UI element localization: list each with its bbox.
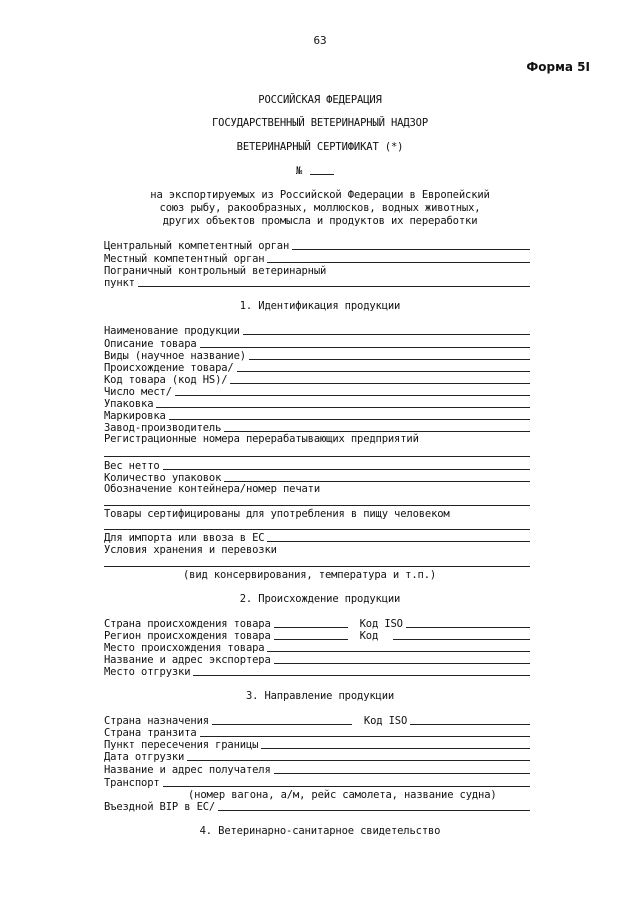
- border-post-field[interactable]: [138, 286, 530, 287]
- intro-line-3: других объектов промысла и продуктов их переработки: [162, 215, 478, 227]
- section1-title: 1. Идентификация продукции: [239, 300, 401, 312]
- hs-code-field[interactable]: [230, 383, 530, 384]
- heading-certificate: ВЕТЕРИНАРНЫЙ СЕРТИФИКАТ (*): [236, 141, 404, 153]
- transport-label: Транспорт: [104, 777, 160, 789]
- consignee-label: Название и адрес получателя: [104, 764, 271, 776]
- heading-country: РОССИЙСКАЯ ФЕДЕРАЦИЯ: [258, 94, 382, 106]
- origin-country-field[interactable]: [274, 627, 348, 628]
- product-name-label: Наименование продукции: [104, 325, 240, 337]
- central-authority-label: Центральный компетентный орган: [104, 240, 290, 252]
- container-field[interactable]: [104, 505, 530, 506]
- central-authority-row: [104, 239, 530, 252]
- import-label: Для импорта или ввоза в ЕС: [104, 532, 265, 544]
- entry-bip-label: Въездной BIP в ЕС/: [104, 801, 216, 813]
- storage-field[interactable]: [104, 566, 530, 567]
- destination-field[interactable]: [212, 724, 352, 725]
- loading-place-row: [104, 665, 530, 678]
- border-crossing-label: Пункт пересечения границы: [104, 739, 259, 751]
- description-field[interactable]: [200, 347, 530, 348]
- local-authority-field[interactable]: [267, 262, 530, 263]
- plant-field[interactable]: [224, 431, 530, 432]
- species-label: Виды (научное название): [104, 350, 246, 362]
- product-name-field[interactable]: [243, 334, 530, 335]
- certified-field[interactable]: [104, 529, 530, 530]
- net-weight-label: Вес нетто: [104, 460, 160, 472]
- packages-label: Число мест/: [104, 386, 172, 398]
- page-number: 63: [313, 34, 327, 47]
- heading-agency: ГОСУДАРСТВЕННЫЙ ВЕТЕРИНАРНЫЙ НАДЗОР: [211, 117, 428, 129]
- marking-field[interactable]: [169, 419, 530, 420]
- loading-place-label: Место отгрузки: [104, 666, 191, 678]
- origin-field[interactable]: [237, 371, 530, 372]
- destination-iso-label: Код ISO: [363, 715, 408, 727]
- border-post-label-2: пункт: [104, 277, 135, 289]
- description-label: Описание товара: [104, 338, 197, 350]
- certificate-number: [296, 165, 356, 177]
- local-authority-label: Местный компетентный орган: [104, 253, 265, 265]
- local-authority-row: [104, 252, 530, 265]
- packaging-label: Упаковка: [104, 398, 154, 410]
- pack-count-field[interactable]: [224, 481, 530, 482]
- ship-date-row: [104, 750, 530, 763]
- pack-count-label: Количество упаковок: [104, 472, 222, 484]
- certified-label: Товары сертифицированы для употребления в пищу человеком: [104, 508, 450, 520]
- border-post-label-1: Пограничный контрольный ветеринарный: [104, 265, 327, 277]
- origin-region-code-label: Код: [359, 630, 379, 642]
- exporter-label: Название и адрес экспортера: [104, 654, 271, 666]
- product-name-row: [104, 324, 530, 337]
- marking-label: Маркировка: [104, 410, 166, 422]
- net-weight-field[interactable]: [163, 469, 530, 470]
- import-field[interactable]: [267, 541, 530, 542]
- entry-bip-row: [104, 800, 530, 813]
- transit-label: Страна транзита: [104, 727, 197, 739]
- origin-place-label: Место происхождения товара: [104, 642, 265, 654]
- origin-place-field[interactable]: [267, 651, 530, 652]
- loading-place-field[interactable]: [193, 675, 530, 676]
- origin-region-code-field[interactable]: [393, 639, 530, 640]
- packages-field[interactable]: [175, 395, 530, 396]
- form-label: Форма 5I: [526, 60, 590, 74]
- destination-iso-field[interactable]: [410, 724, 530, 725]
- border-crossing-field[interactable]: [261, 748, 530, 749]
- origin-iso-label: Код ISO: [359, 618, 403, 630]
- intro-line-2: союз рыбу, ракообразных, моллюсков, водных животных,: [159, 202, 481, 214]
- container-label: Обозначение контейнера/номер печати: [104, 483, 321, 495]
- exporter-field[interactable]: [274, 663, 530, 664]
- destination-label: Страна назначения: [104, 715, 209, 727]
- reg-numbers-field[interactable]: [104, 456, 530, 457]
- ship-date-label: Дата отгрузки: [104, 751, 185, 763]
- origin-label: Происхождение товара/: [104, 362, 234, 374]
- origin-region-field[interactable]: [274, 639, 348, 640]
- origin-region-label: Регион происхождения товара: [104, 630, 271, 642]
- intro-line-1: на экспортируемых из Российской Федерации в Европейский: [150, 189, 490, 201]
- central-authority-field[interactable]: [292, 249, 530, 250]
- transport-field[interactable]: [163, 786, 530, 787]
- species-field[interactable]: [249, 359, 530, 360]
- plant-label: Завод-производитель: [104, 422, 222, 434]
- number-field[interactable]: [310, 174, 334, 175]
- section4-title: 4. Ветеринарно-санитарное свидетельство: [199, 825, 441, 837]
- transit-field[interactable]: [200, 736, 530, 737]
- ship-date-field[interactable]: [187, 760, 530, 761]
- origin-iso-field[interactable]: [406, 627, 530, 628]
- storage-note: (вид консервирования, температура и т.п.): [183, 569, 437, 581]
- hs-code-label: Код товара (код HS)/: [104, 374, 228, 386]
- reg-numbers-label: Регистрационные номера перерабатывающих предприятий: [104, 433, 419, 445]
- import-row: [104, 531, 530, 544]
- transport-row: [104, 776, 530, 789]
- consignee-row: [104, 763, 530, 776]
- entry-bip-field[interactable]: [218, 810, 530, 811]
- number-label: №: [296, 165, 303, 177]
- packaging-field[interactable]: [156, 407, 530, 408]
- consignee-field[interactable]: [274, 773, 530, 774]
- transport-note: (номер вагона, а/м, рейс самолета, название судна): [188, 789, 497, 801]
- origin-country-label: Страна происхождения товара: [104, 618, 271, 630]
- storage-label: Условия хранения и перевозки: [104, 544, 277, 556]
- section3-title: 3. Направление продукции: [245, 690, 395, 702]
- border-post-row: [104, 276, 530, 289]
- section2-title: 2. Происхождение продукции: [239, 593, 401, 605]
